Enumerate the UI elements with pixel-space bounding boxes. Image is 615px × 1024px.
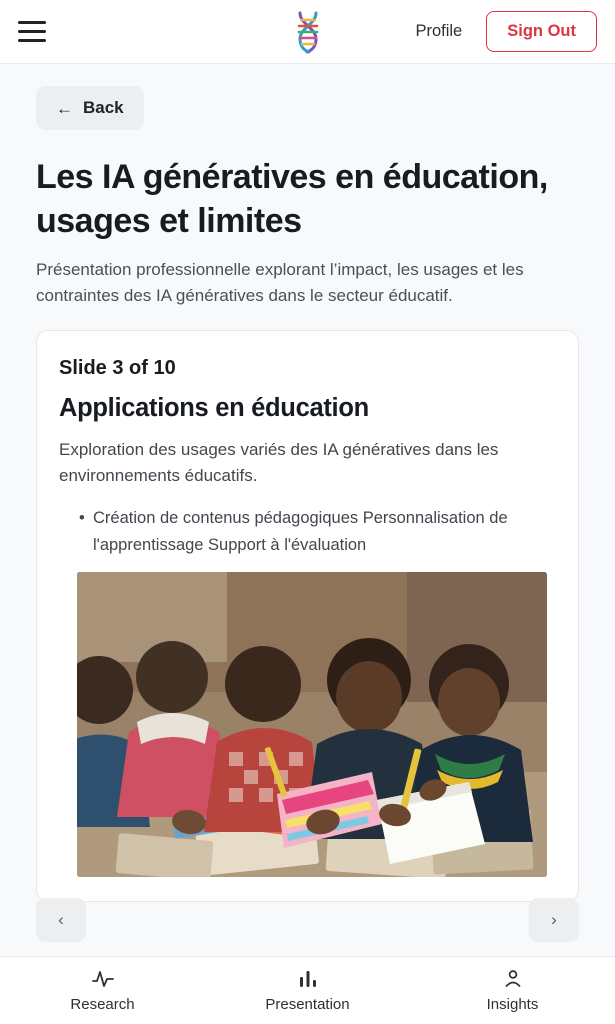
- hamburger-line: [18, 39, 46, 42]
- page-subtitle: Présentation professionnelle explorant l’impact, les usages et les contraintes des IA génératives dans le secteur éducatif.: [36, 260, 524, 306]
- hamburger-menu-icon[interactable]: [18, 17, 52, 47]
- back-button[interactable]: [36, 86, 144, 130]
- slide-navigation: [36, 898, 579, 942]
- person-insights-icon: [503, 969, 523, 989]
- dna-helix-logo[interactable]: [286, 10, 330, 54]
- topbar-actions: [413, 11, 597, 52]
- bar-chart-icon: [298, 969, 318, 989]
- slide-description: Exploration des usages variés des IA génératives dans les environnements éducatifs.: [59, 439, 499, 486]
- activity-pulse-icon: [92, 969, 114, 989]
- tab-label: Presentation: [265, 995, 350, 1013]
- tab-research[interactable]: [0, 969, 205, 1013]
- hamburger-line: [18, 21, 46, 24]
- arrow-left-icon: ←: [56, 98, 73, 118]
- tab-label: Research: [70, 995, 135, 1013]
- list-item: • Création de contenus pédagogiques Personnalisation de l'apprentissage Support à l'évaluation: [79, 505, 556, 558]
- profile-link[interactable]: Profile: [415, 22, 463, 40]
- slide-image: [77, 572, 547, 877]
- top-navigation-bar: [0, 0, 615, 64]
- hamburger-line: [18, 30, 46, 33]
- slide-counter: Slide 3 of 10: [59, 356, 176, 379]
- slide-card: [36, 330, 579, 902]
- tab-presentation[interactable]: [205, 969, 410, 1013]
- next-slide-button[interactable]: ›: [529, 898, 579, 942]
- sign-out-button[interactable]: Sign Out: [486, 11, 597, 52]
- main-content: [0, 64, 615, 956]
- slide-bullet-list: [59, 505, 556, 558]
- tab-label: Insights: [486, 995, 539, 1013]
- tab-insights[interactable]: [410, 969, 615, 1013]
- previous-slide-button[interactable]: ‹: [36, 898, 86, 942]
- back-button-label: Back: [83, 98, 124, 117]
- bottom-tab-bar: [0, 956, 615, 1024]
- slide-heading: Applications en éducation: [59, 393, 369, 422]
- page-title: Les IA génératives en éducation, usages et limites: [36, 158, 548, 240]
